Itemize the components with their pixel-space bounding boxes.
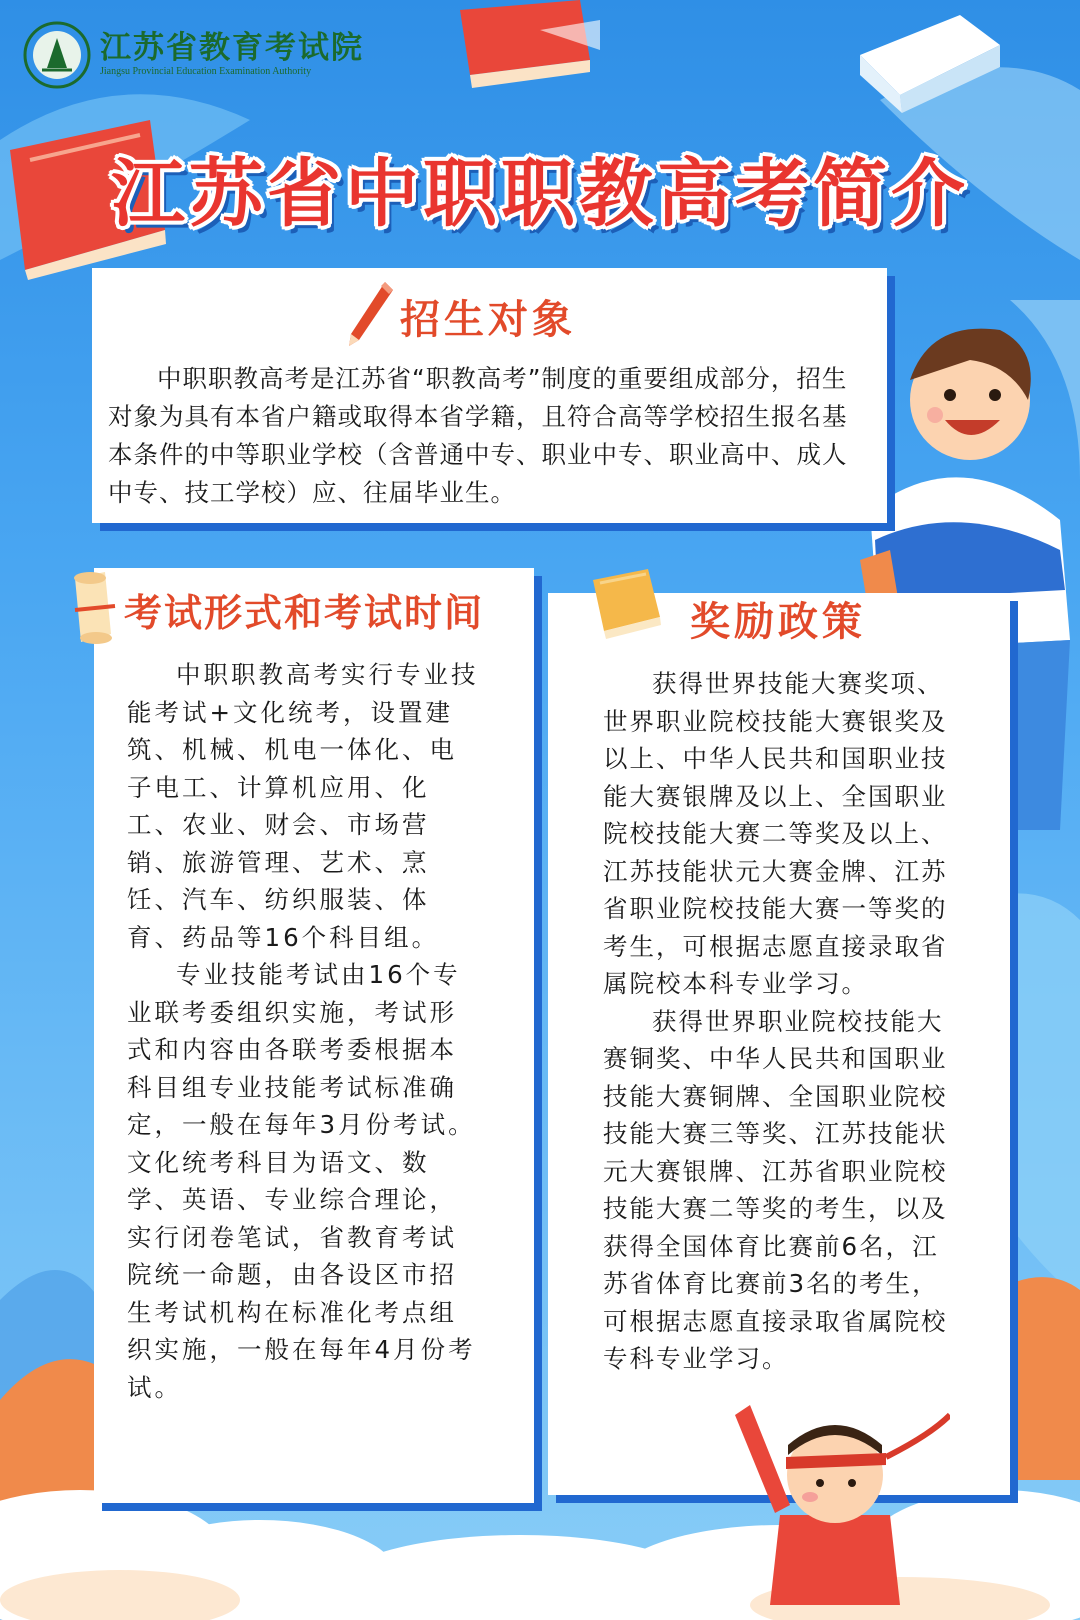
exam-paragraph-2: 专业技能考试由16个专业联考委组织实施，考试形式和内容由各联考委根据本科目组专业技能考试标准确定，一般在每年3月份考试。文化统考科目为语文、数学、英语、专业综合理论，实行闭卷笔试，省教育考试院统一命题，由各设区市招生考试机构在标准化考点组织实施，一般在每年4月份考试。 <box>127 960 476 1402</box>
eraser-illustration <box>850 5 1010 115</box>
page-title: 江苏省中职职教高考简介 <box>111 151 969 237</box>
exam-paragraph-1: 中职职教高考实行专业技能考试+文化统考，设置建筑、机械、机电一体化、电子电工、计算机应用、化工、农业、财会、市场营销、旅游管理、艺术、烹饪、汽车、纺织服装、体育、药品等16个科目组。 <box>127 660 479 952</box>
award-paragraph-2: 获得世界职业院校技能大赛铜奖、中华人民共和国职业技能大赛铜牌、全国职业院校技能大赛三等奖、江苏技能状元大赛银牌、江苏省职业院校技能大赛二等奖的考生，以及获得全国体育比赛前6名，江苏省体育比赛前3名的考生，可根据志愿直接录取省属院校专科专业学习。 <box>603 1006 948 1373</box>
logo <box>22 20 364 90</box>
award-section-body <box>603 665 958 1378</box>
target-section-body <box>108 360 868 512</box>
logo-name-en: Jiangsu Provincial Education Examination Authority <box>100 66 312 77</box>
pencil-icon <box>345 280 395 350</box>
book-icon <box>588 565 668 640</box>
emblem-icon <box>22 20 92 90</box>
logo-name-cn: 江苏省教育考试院 <box>100 30 364 66</box>
scroll-icon <box>55 570 125 650</box>
target-section-title: 招生对象 <box>400 296 576 343</box>
book-illustration <box>440 0 600 100</box>
award-section-title: 奖励政策 <box>690 598 866 645</box>
exam-section-body <box>127 656 482 1406</box>
exam-section-title: 考试形式和考试时间 <box>124 590 485 635</box>
target-paragraph: 中职职教高考是江苏省“职教高考”制度的重要组成部分，招生对象为具有本省户籍或取得本省学籍，且符合高等学校招生报名基本条件的中等职业学校（含普通中专、职业中专、职业高中、成人中专、技工学校）应、往届毕业生。 <box>108 364 848 507</box>
award-paragraph-1: 获得世界技能大赛奖项、世界职业院校技能大赛银奖及以上、中华人民共和国职业技能大赛银牌及以上、全国职业院校技能大赛二等奖及以上、江苏技能状元大赛金牌、江苏省职业院校技能大赛一等奖的考生，可根据志愿直接录取省属院校本科专业学习。 <box>603 669 948 998</box>
kid-illustration <box>720 1395 950 1605</box>
